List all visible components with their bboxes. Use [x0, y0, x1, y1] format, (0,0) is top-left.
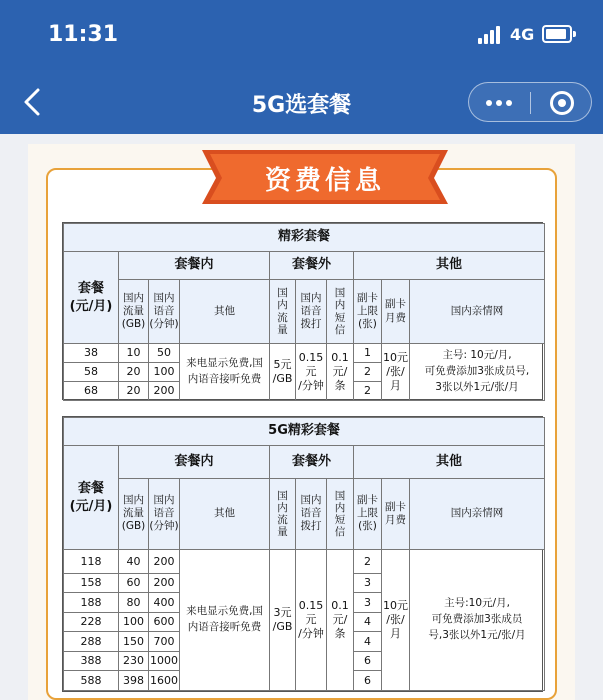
- status-bar: [0, 0, 603, 70]
- family-network-note: 主号: 10元/月, 可免费添加3张成员号, 3张以外1元/张/月: [410, 344, 545, 401]
- sub-card-limit: 3: [354, 573, 382, 593]
- subheader: 国内 流量 (GB): [119, 478, 149, 550]
- content-area: [0, 134, 603, 700]
- subheader: 副卡 月费: [382, 478, 410, 550]
- subheader: 国 内 流 量: [270, 280, 296, 344]
- plan-table-2: [62, 416, 543, 692]
- close-button[interactable]: [531, 83, 593, 123]
- target-icon-dot: [558, 99, 566, 107]
- subheader: 国内 语音 拨打: [296, 478, 327, 550]
- plan-data: 150: [119, 632, 149, 652]
- group-outside: 套餐外: [270, 252, 354, 280]
- plan-data: 40: [119, 550, 149, 574]
- plan-table-1: [62, 222, 543, 400]
- plan-price: 158: [64, 573, 119, 593]
- group-other: 其他: [354, 446, 545, 479]
- plan-voice: 400: [149, 593, 180, 613]
- plan-voice: 600: [149, 612, 180, 632]
- banner: [196, 148, 454, 206]
- subheader: 国内亲情网: [410, 280, 545, 344]
- outside-data-fee: 3元 /GB: [270, 550, 296, 691]
- plan-column-header: 套餐 (元/月): [64, 252, 119, 344]
- outside-data-fee: 5元 /GB: [270, 344, 296, 401]
- sub-card-limit: 4: [354, 612, 382, 632]
- subheader: 国内 语音 (分钟): [149, 478, 180, 550]
- plan-voice: 50: [149, 344, 180, 363]
- plan-column-header: 套餐 (元/月): [64, 446, 119, 550]
- sub-card-limit: 4: [354, 632, 382, 652]
- plan-price: 118: [64, 550, 119, 574]
- plan-data: 20: [119, 382, 149, 401]
- more-button[interactable]: [469, 83, 530, 123]
- status-time: 11:31: [48, 22, 119, 47]
- sub-card-fee: 10元 /张/ 月: [382, 550, 410, 691]
- subheader: 副卡 月费: [382, 280, 410, 344]
- plan-price: 188: [64, 593, 119, 613]
- plan-price: 228: [64, 612, 119, 632]
- plan-data: 100: [119, 612, 149, 632]
- plan-data: 10: [119, 344, 149, 363]
- plan-price: 388: [64, 651, 119, 671]
- sub-card-limit: 2: [354, 382, 382, 401]
- plan-voice: 1000: [149, 651, 180, 671]
- plan-price: 68: [64, 382, 119, 401]
- sub-card-limit: 1: [354, 344, 382, 363]
- table-title: 精彩套餐: [64, 224, 545, 252]
- network-label: 4G: [510, 25, 535, 44]
- subheader: 其他: [180, 280, 270, 344]
- mini-program-capsule: [468, 82, 592, 122]
- outside-voice-fee: 0.15 元 /分钟: [296, 550, 327, 691]
- group-inside: 套餐内: [119, 446, 270, 479]
- plan-price: 58: [64, 363, 119, 382]
- plan-price: 38: [64, 344, 119, 363]
- plan-data: 60: [119, 573, 149, 593]
- inside-other-note: 来电显示免费,国内语音接听免费: [180, 550, 270, 691]
- subheader: 国 内 流 量: [270, 478, 296, 550]
- plan-price: 588: [64, 671, 119, 691]
- sub-card-fee: 10元 /张/ 月: [382, 344, 410, 401]
- banner-title: 资费信息: [264, 166, 385, 196]
- outside-sms-fee: 0.1 元/ 条: [327, 550, 354, 691]
- inside-other-note: 来电显示免费,国内语音接听免费: [180, 344, 270, 401]
- plan-data: 80: [119, 593, 149, 613]
- plan-voice: 100: [149, 363, 180, 382]
- battery-icon: [542, 25, 572, 43]
- subheader: 国 内 短 信: [327, 280, 354, 344]
- page-title: 5G选套餐: [251, 93, 352, 118]
- subheader: 国内 语音 拨打: [296, 280, 327, 344]
- plan-voice: 200: [149, 573, 180, 593]
- subheader: 其他: [180, 478, 270, 550]
- signal-icon: [478, 26, 504, 44]
- outside-voice-fee: 0.15 元 /分钟: [296, 344, 327, 401]
- group-outside: 套餐外: [270, 446, 354, 479]
- sub-card-limit: 6: [354, 651, 382, 671]
- plan-data: 398: [119, 671, 149, 691]
- plan-voice: 700: [149, 632, 180, 652]
- subheader: 副卡 上限 (张): [354, 478, 382, 550]
- subheader: 国内 语音 (分钟): [149, 280, 180, 344]
- plan-data: 20: [119, 363, 149, 382]
- subheader: 国内亲情网: [410, 478, 545, 550]
- outside-sms-fee: 0.1 元/ 条: [327, 344, 354, 401]
- plan-voice: 200: [149, 550, 180, 574]
- plan-voice: 1600: [149, 671, 180, 691]
- plan-data: 230: [119, 651, 149, 671]
- group-inside: 套餐内: [119, 252, 270, 280]
- plan-voice: 200: [149, 382, 180, 401]
- sub-card-limit: 2: [354, 550, 382, 574]
- tariff-poster: [28, 144, 575, 700]
- group-other: 其他: [354, 252, 545, 280]
- subheader: 国内 流量 (GB): [119, 280, 149, 344]
- subheader: 副卡 上限 (张): [354, 280, 382, 344]
- sub-card-limit: 6: [354, 671, 382, 691]
- tariff-frame: [46, 168, 557, 700]
- sub-card-limit: 3: [354, 593, 382, 613]
- family-network-note: 主号:10元/月, 可免费添加3张成员 号,3张以外1元/张/月: [410, 550, 545, 691]
- nav-bar: [0, 70, 603, 134]
- table-title: 5G精彩套餐: [64, 418, 545, 446]
- plan-price: 288: [64, 632, 119, 652]
- subheader: 国 内 短 信: [327, 478, 354, 550]
- sub-card-limit: 2: [354, 363, 382, 382]
